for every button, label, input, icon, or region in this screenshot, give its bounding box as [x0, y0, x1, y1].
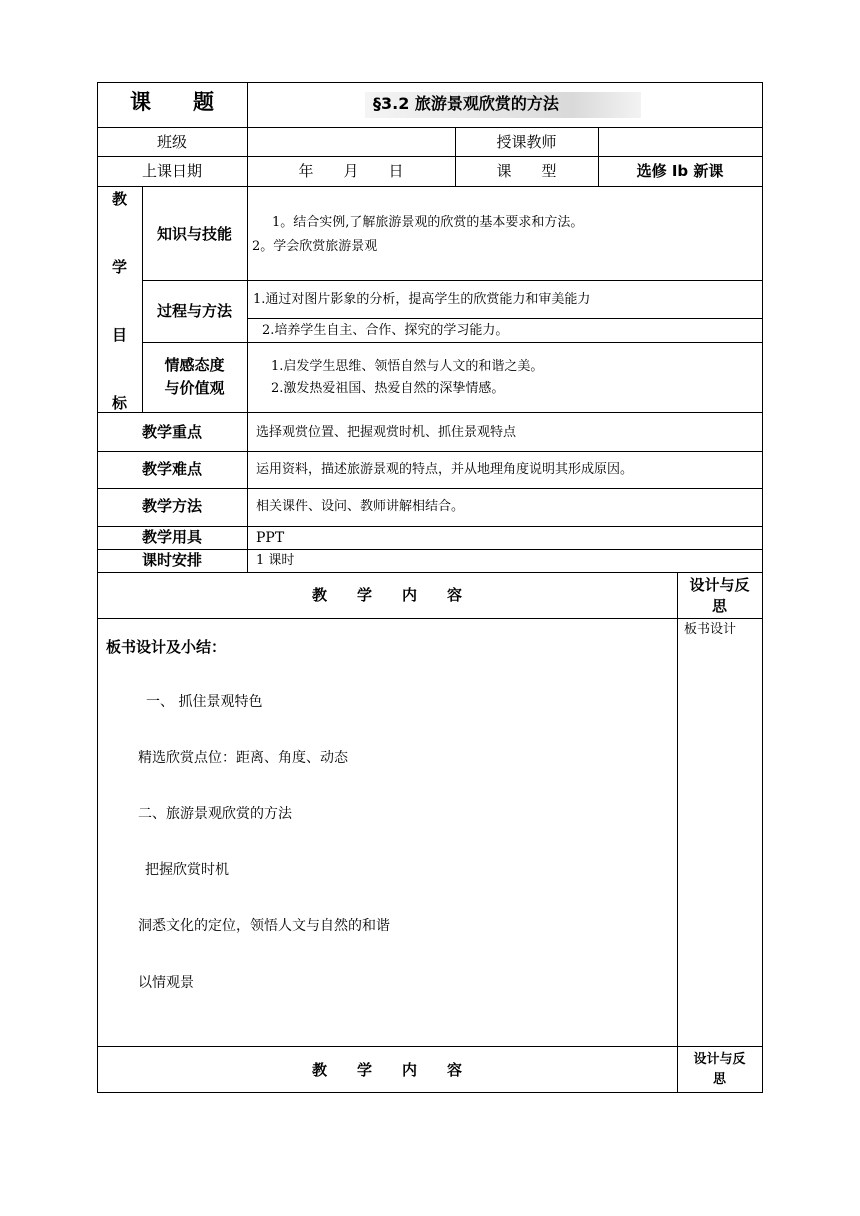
objectives-label-char: 教 [111, 190, 127, 208]
type-label: 课 型 [496, 162, 557, 180]
content-header: 教 学 内 容 [311, 586, 462, 604]
board-line: 一、 抓住景观特色 [146, 694, 263, 710]
rule [97, 127, 763, 128]
knowledge-line: 1。结合实例,了解旅游景观的欣赏的基本要求和方法。 [272, 215, 584, 230]
reflection-note: 板书设计 [684, 622, 737, 637]
footer-content-header: 教 学 内 容 [311, 1061, 462, 1079]
board-line: 以情观景 [138, 975, 194, 991]
emotion-label: 与价值观 [164, 379, 225, 397]
rule [97, 1092, 763, 1093]
teacher-label: 授课教师 [496, 133, 557, 151]
knowledge-line: 2。学会欣赏旅游景观 [252, 239, 378, 254]
board-line: 二、旅游景观欣赏的方法 [138, 806, 292, 822]
rule [97, 186, 763, 187]
process-line: 2.培养学生自主、合作、探究的学习能力。 [262, 323, 509, 338]
rule [677, 572, 678, 1093]
rule [97, 412, 763, 413]
schedule-label: 课时安排 [141, 551, 202, 569]
knowledge-label: 知识与技能 [156, 225, 232, 243]
reflection-header: 思 [711, 597, 727, 615]
date-label: 上课日期 [141, 162, 202, 180]
key-points-label: 教学重点 [141, 423, 202, 441]
topic-label: 课 题 [130, 90, 214, 114]
rule [97, 549, 763, 550]
process-line: 1.通过对图片影象的分析，提高学生的欣赏能力和审美能力 [253, 292, 591, 307]
board-line: 洞悉文化的定位，领悟人文与自然的和谐 [138, 918, 390, 934]
board-design-title: 板书设计及小结： [106, 638, 227, 656]
rule [247, 82, 248, 572]
footer-reflection-header: 思 [712, 1072, 726, 1087]
type-value: 选修 Ib 新课 [636, 162, 724, 180]
reflection-header: 设计与反 [689, 576, 750, 594]
rule [247, 318, 763, 319]
difficulty-label: 教学难点 [141, 460, 202, 478]
difficulty-value: 运用资料，描述旅游景观的特点，并从地理角度说明其形成原因。 [256, 462, 634, 477]
rule [97, 1046, 763, 1047]
rule [97, 572, 763, 573]
objectives-label-char: 目 [111, 326, 127, 344]
emotion-label: 情感态度 [164, 356, 225, 374]
rule [762, 82, 763, 1093]
rule [142, 280, 763, 281]
rule [97, 156, 763, 157]
rule [97, 526, 763, 527]
class-label: 班级 [156, 133, 187, 151]
method-value: 相关课件、设问、教师讲解相结合。 [256, 499, 465, 514]
board-line: 把握欣赏时机 [145, 862, 229, 878]
rule [97, 451, 763, 452]
footer-reflection-header: 设计与反 [693, 1052, 746, 1067]
rule [142, 342, 763, 343]
tools-value: PPT [256, 530, 285, 546]
method-label: 教学方法 [141, 497, 202, 515]
emotion-line: 2.激发热爱祖国、热爱自然的深挚情感。 [271, 381, 505, 396]
process-label: 过程与方法 [156, 302, 232, 320]
board-line: 精选欣赏点位：距离、角度、动态 [138, 750, 348, 766]
objectives-label-char: 标 [111, 394, 127, 412]
date-value: 年 月 日 [298, 162, 404, 180]
schedule-value: 1 课时 [256, 553, 295, 568]
rule [97, 488, 763, 489]
tools-label: 教学用具 [141, 528, 202, 546]
rule [97, 82, 763, 83]
lesson-title: §3.2 旅游景观欣赏的方法 [373, 94, 559, 113]
objectives-label-char: 学 [111, 258, 127, 276]
emotion-line: 1.启发学生思维、领悟自然与人文的和谐之美。 [271, 359, 544, 374]
key-points-value: 选择观赏位置、把握观赏时机、抓住景观特点 [256, 425, 517, 440]
rule [97, 618, 763, 619]
